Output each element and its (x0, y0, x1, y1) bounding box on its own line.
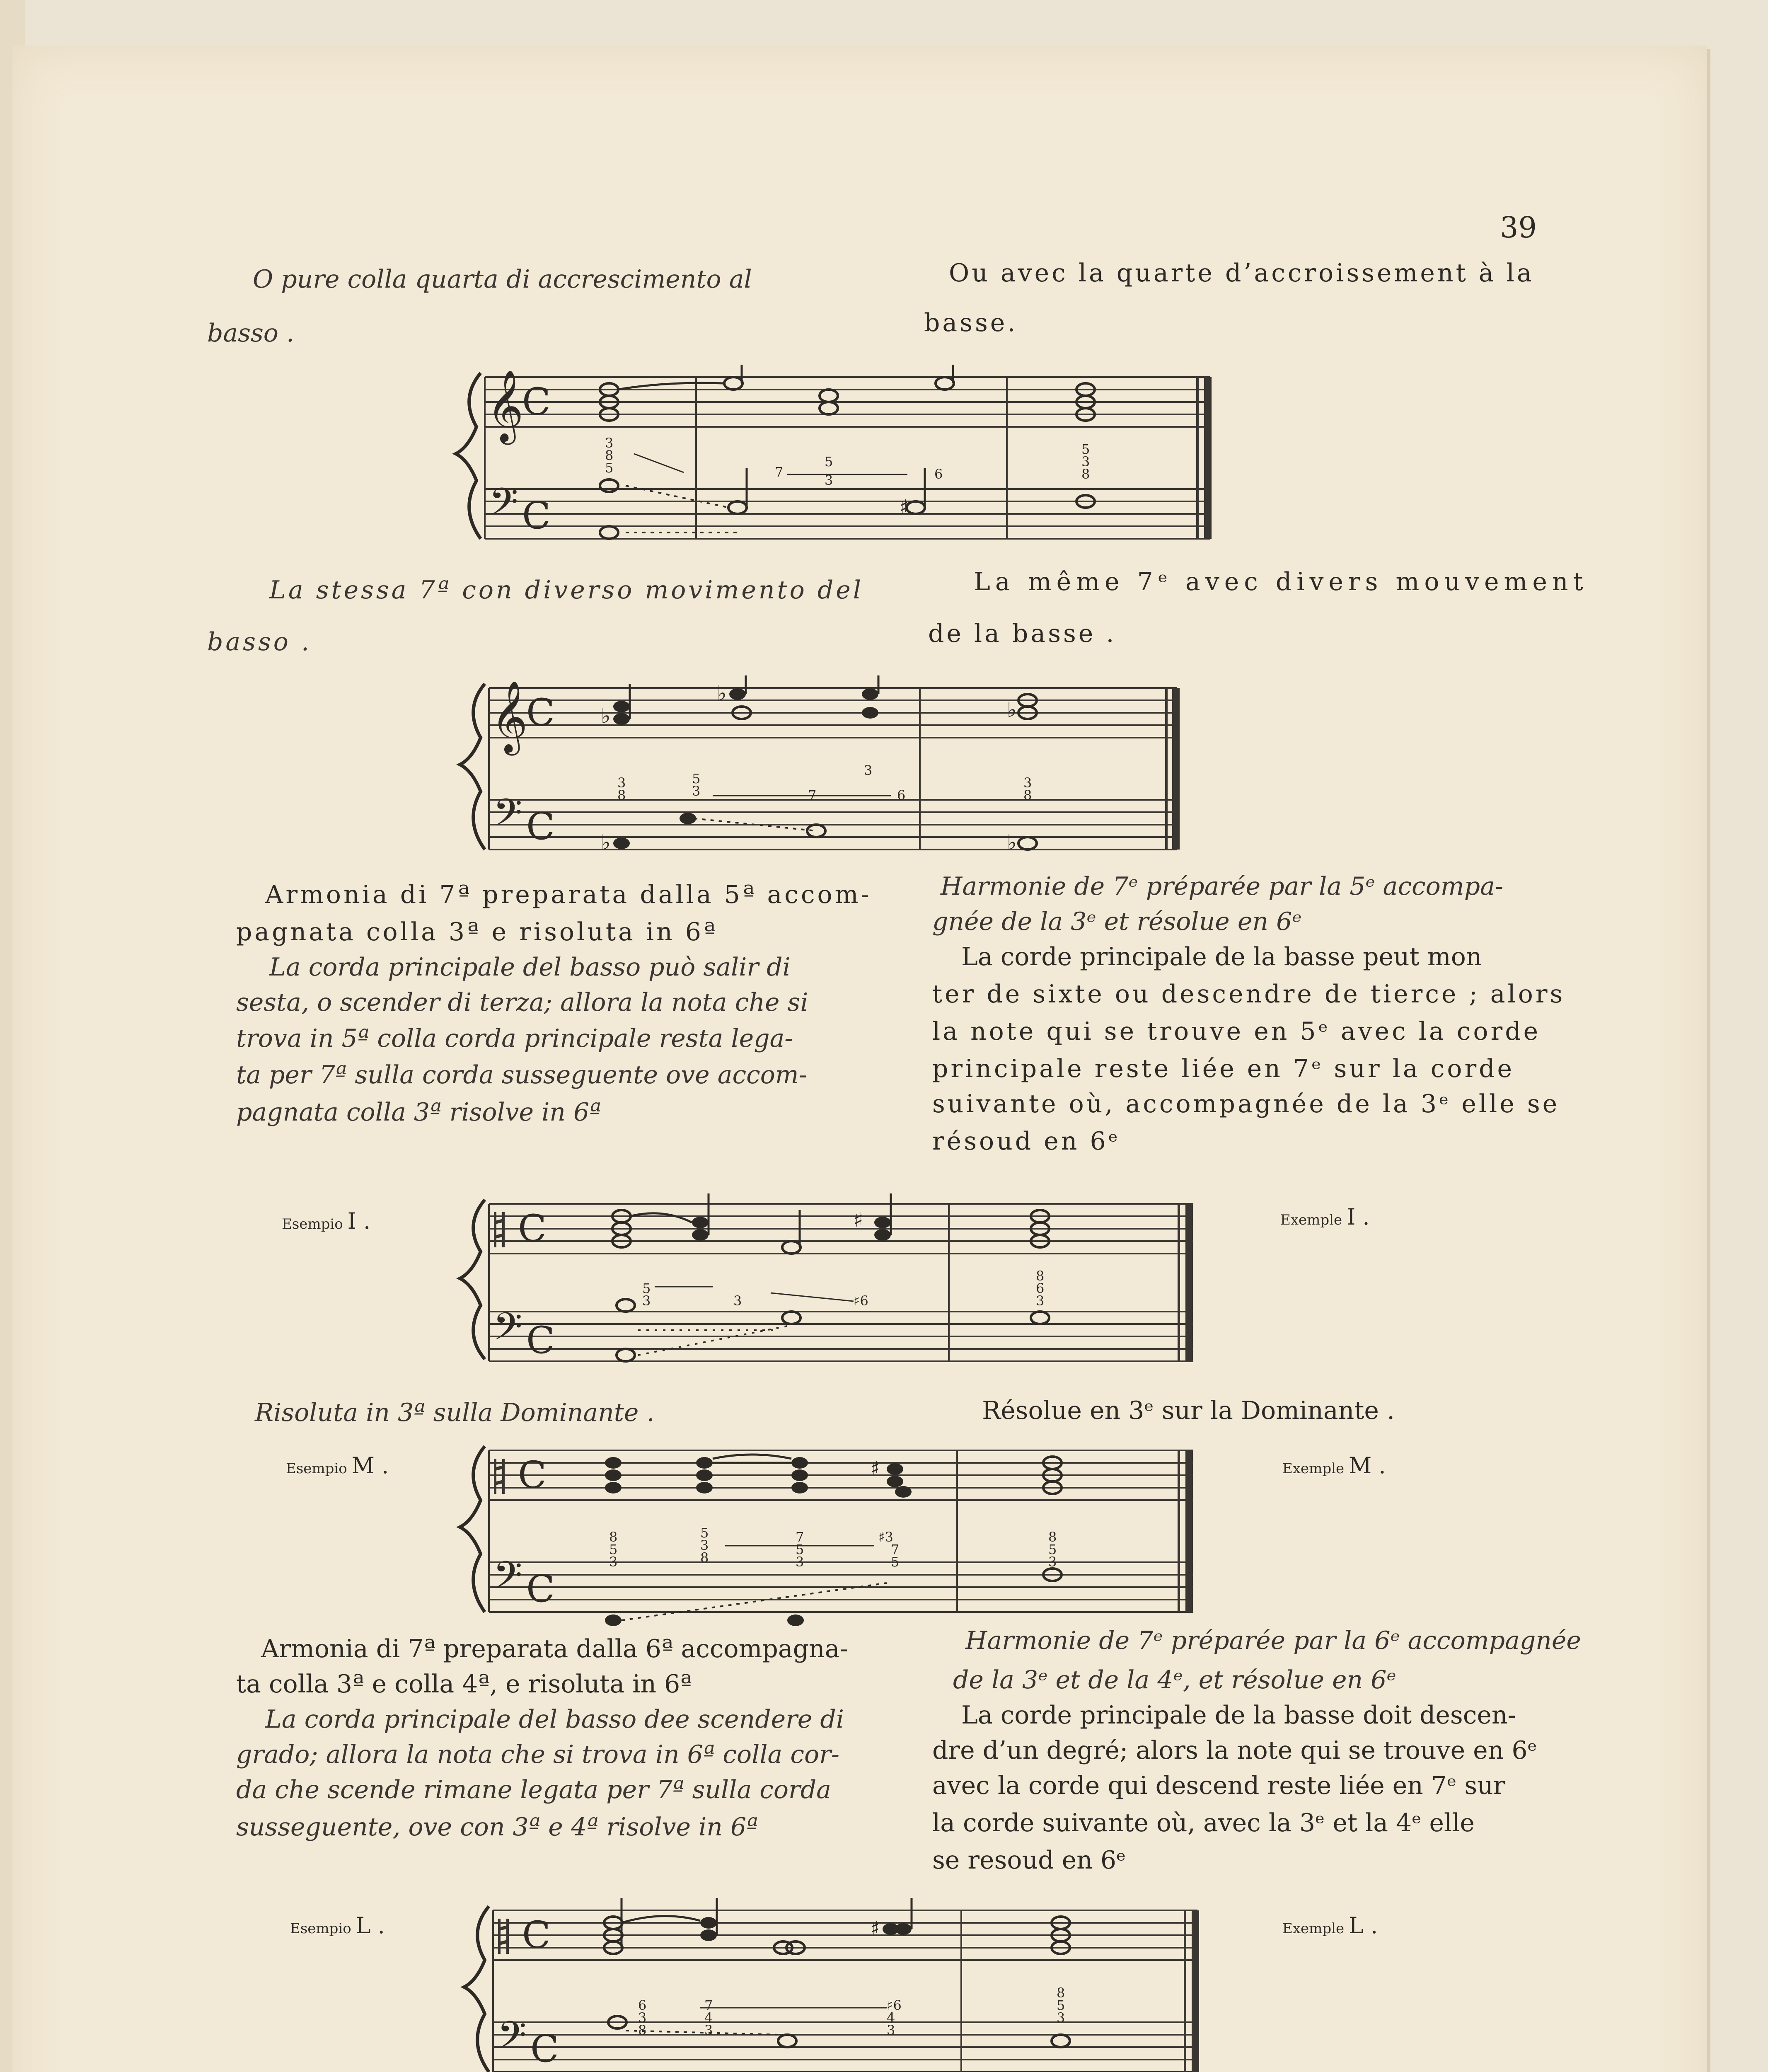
figure: 8 (1036, 1268, 1045, 1284)
sharp-symbol: ♯ (854, 1208, 863, 1232)
example-m-label-fr: Exemple M . (1282, 1452, 1386, 1479)
figure: 6 (638, 1997, 647, 2013)
figure: 7 (808, 787, 817, 803)
figure: 5 (825, 454, 833, 470)
figure: 3 (1048, 1554, 1057, 1570)
treble-clef-symbol: 𝄞 (487, 370, 524, 442)
figure: 3 (609, 1554, 618, 1570)
example-l-label-it: Esempio L . (290, 1912, 385, 1939)
figure: 4 (704, 2010, 713, 2026)
s5-french-line-5: avec la corde qui descend reste liée en 7ᵉ sur (932, 1771, 1505, 1800)
figure: 6 (897, 787, 906, 803)
common-time-symbol: C (526, 805, 555, 848)
figure: 5 (692, 771, 701, 787)
figure: ♯6 (887, 1997, 902, 2013)
bass-clef-symbol: 𝄢 (489, 480, 518, 533)
figure: 8 (1081, 466, 1090, 482)
figure: 3 (605, 435, 614, 451)
common-time-symbol: C (518, 1207, 547, 1250)
s3-french-line-8: résoud en 6ᵉ (932, 1127, 1120, 1156)
example-i-label-it: Esempio I . (282, 1208, 371, 1234)
example-l-label-fr: Exemple L . (1282, 1912, 1378, 1939)
s3-italian-line-6: ta per 7ª sulla corda susseguente ove accom- (236, 1060, 807, 1089)
figure: 3 (1023, 775, 1032, 791)
figure: 5 (642, 1280, 651, 1296)
bass-clef-symbol: 𝄢 (493, 1553, 522, 1606)
s5-italian-line-3: La corda principale del basso dee scendere di (265, 1705, 844, 1734)
treble-clef-symbol: 𝄞 (491, 680, 528, 753)
flat-symbol: ♭ (717, 681, 727, 705)
figure: 8 (1057, 1985, 1065, 2001)
figure: 3 (887, 2022, 895, 2038)
music-example-l (460, 1898, 1206, 2072)
flat-symbol: ♭ (1007, 830, 1017, 854)
s3-french-line-6: principale reste liée en 7ᵉ sur la corde (932, 1054, 1515, 1083)
common-time-symbol: C (526, 1567, 555, 1611)
figure: 3 (704, 2022, 713, 2038)
figure: 3 (1057, 2010, 1065, 2026)
s3-french-line-5: la note qui se trouve en 5ᵉ avec la corde (932, 1017, 1541, 1046)
s2-italian-line-1: La stessa 7ª con diverso movimento del (269, 576, 863, 605)
s5-french-line-2: de la 3ᵉ et de la 4ᵉ, et résolue en 6ᵉ (953, 1665, 1396, 1694)
bass-clef-symbol: 𝄢 (497, 2013, 527, 2066)
figure: 5 (1048, 1542, 1057, 1557)
figure: 7 (796, 1529, 804, 1545)
figure: 5 (1081, 441, 1090, 457)
s2-french-line-2: de la basse . (928, 619, 1117, 648)
s5-italian-line-4: grado; allora la nota che si trova in 6ª colla cor- (236, 1740, 840, 1769)
common-time-symbol: C (526, 691, 555, 734)
figure: 5 (700, 1525, 709, 1541)
figure: 5 (796, 1542, 804, 1557)
s5-french-line-4: dre d’un degré; alors la note qui se trouve en 6ᵉ (932, 1736, 1537, 1765)
flat-symbol: ♭ (1007, 698, 1017, 722)
s3-french-line-7: suivante où, accompagnée de la 3ᵉ elle se (932, 1089, 1560, 1118)
figure: 5 (1057, 1997, 1065, 2013)
s3-italian-line-4: sesta, o scender di terza; allora la nota che si (236, 988, 808, 1017)
s2-french-line-1: La même 7ᵉ avec divers mouvement (974, 567, 1588, 596)
figure: 4 (887, 2010, 895, 2026)
flat-symbol: ♭ (601, 704, 611, 728)
s1-french-line-2: basse. (924, 308, 1018, 337)
figure: 5 (609, 1542, 618, 1557)
figure: 8 (700, 1550, 709, 1566)
figure: 3 (617, 775, 626, 791)
s5-french-line-7: se resoud en 6ᵉ (932, 1846, 1126, 1875)
s1-french-line-1: Ou avec la quarte d’accroissement à la (949, 259, 1534, 288)
music-example-1 (452, 365, 1222, 555)
s3-italian-line-1: Armonia di 7ª preparata dalla 5ª accom- (265, 880, 872, 909)
sharp-symbol: ♯ (899, 496, 909, 519)
s3-italian-line-2: pagnata colla 3ª e risoluta in 6ª (236, 917, 718, 946)
s1-italian-line-2: basso . (207, 319, 295, 348)
figure: 3 (733, 1293, 742, 1309)
figure: 3 (692, 783, 701, 799)
figure: 5 (891, 1554, 900, 1570)
example-m-label-it: Esempio M . (286, 1452, 389, 1479)
figure: 7 (704, 1997, 713, 2013)
common-time-symbol: C (526, 1319, 555, 1362)
figure: 3 (825, 472, 833, 488)
sharp-symbol: ♯ (870, 1457, 880, 1480)
music-example-2 (456, 675, 1185, 862)
music-example-m (456, 1438, 1202, 1633)
example-i-label-fr: Exemple I . (1280, 1204, 1370, 1230)
s5-french-line-1: Harmonie de 7ᵉ préparée par la 6ᵉ accompagnée (965, 1626, 1581, 1655)
page-number: 39 (1500, 211, 1537, 244)
common-time-symbol: C (522, 380, 551, 424)
s3-french-line-3: La corde principale de la basse peut mon (961, 942, 1482, 971)
s5-french-line-3: La corde principale de la basse doit descen- (961, 1701, 1516, 1730)
figure: 8 (605, 448, 614, 463)
s4-italian-line: Risoluta in 3ª sulla Dominante . (255, 1398, 655, 1427)
figure: 6 (934, 466, 943, 482)
s3-french-line-4: ter de sixte ou descendre de tierce ; alors (932, 980, 1565, 1009)
s4-french-line: Résolue en 3ᵉ sur la Dominante . (982, 1396, 1395, 1425)
common-time-symbol: C (518, 1453, 547, 1497)
figure: 6 (1036, 1280, 1045, 1296)
sharp-symbol: ♯ (870, 1917, 880, 1940)
s5-italian-line-6: susseguente, ove con 3ª e 4ª risolve in 6ª (236, 1813, 758, 1842)
figure: 3 (796, 1554, 804, 1570)
figure: ♯6 (854, 1293, 868, 1309)
s3-french-line-1: Harmonie de 7ᵉ préparée par la 5ᵉ accompa- (941, 872, 1504, 901)
s3-italian-line-5: trova in 5ª colla corda principale resta lega- (236, 1024, 793, 1053)
s1-italian-line-1: O pure colla quarta di accrescimento al (253, 265, 752, 294)
figure: 8 (1023, 787, 1032, 803)
s5-italian-line-2: ta colla 3ª e colla 4ª, e risoluta in 6ª (236, 1670, 692, 1699)
common-time-symbol: C (530, 2027, 559, 2071)
figure: 7 (891, 1542, 900, 1557)
figure: 3 (642, 1293, 651, 1309)
bass-clef-symbol: 𝄢 (493, 1305, 522, 1358)
figure: 3 (1036, 1293, 1045, 1309)
music-example-i (456, 1193, 1202, 1376)
figure: 5 (605, 460, 614, 476)
s5-italian-line-5: da che scende rimane legata per 7ª sulla corda (236, 1775, 831, 1804)
common-time-symbol: C (522, 1913, 551, 1957)
figure: 8 (609, 1529, 618, 1545)
s3-french-line-2: gnée de la 3ᵉ et résolue en 6ᵉ (932, 907, 1302, 936)
s3-italian-line-7: pagnata colla 3ª risolve in 6ª (236, 1098, 601, 1127)
figure: 3 (638, 2010, 647, 2026)
figure: 3 (864, 762, 873, 778)
figure: 3 (700, 1537, 709, 1553)
figure: 8 (617, 787, 626, 803)
figure: 3 (1081, 454, 1090, 470)
s5-italian-line-1: Armonia di 7ª preparata dalla 6ª accompagna- (261, 1634, 848, 1663)
s2-italian-line-2: basso . (207, 627, 312, 656)
flat-symbol: ♭ (601, 830, 611, 854)
figure: 8 (1048, 1529, 1057, 1545)
s3-italian-line-3: La corda principale del basso può salir di (269, 953, 791, 982)
bass-clef-symbol: 𝄢 (493, 791, 522, 844)
s5-french-line-6: la corde suivante où, avec la 3ᵉ et la 4ᵉ elle (932, 1808, 1475, 1837)
common-time-symbol: C (522, 494, 551, 537)
figure: 7 (775, 464, 784, 480)
figure: 8 (638, 2022, 647, 2038)
figure: ♯3 (878, 1529, 893, 1545)
